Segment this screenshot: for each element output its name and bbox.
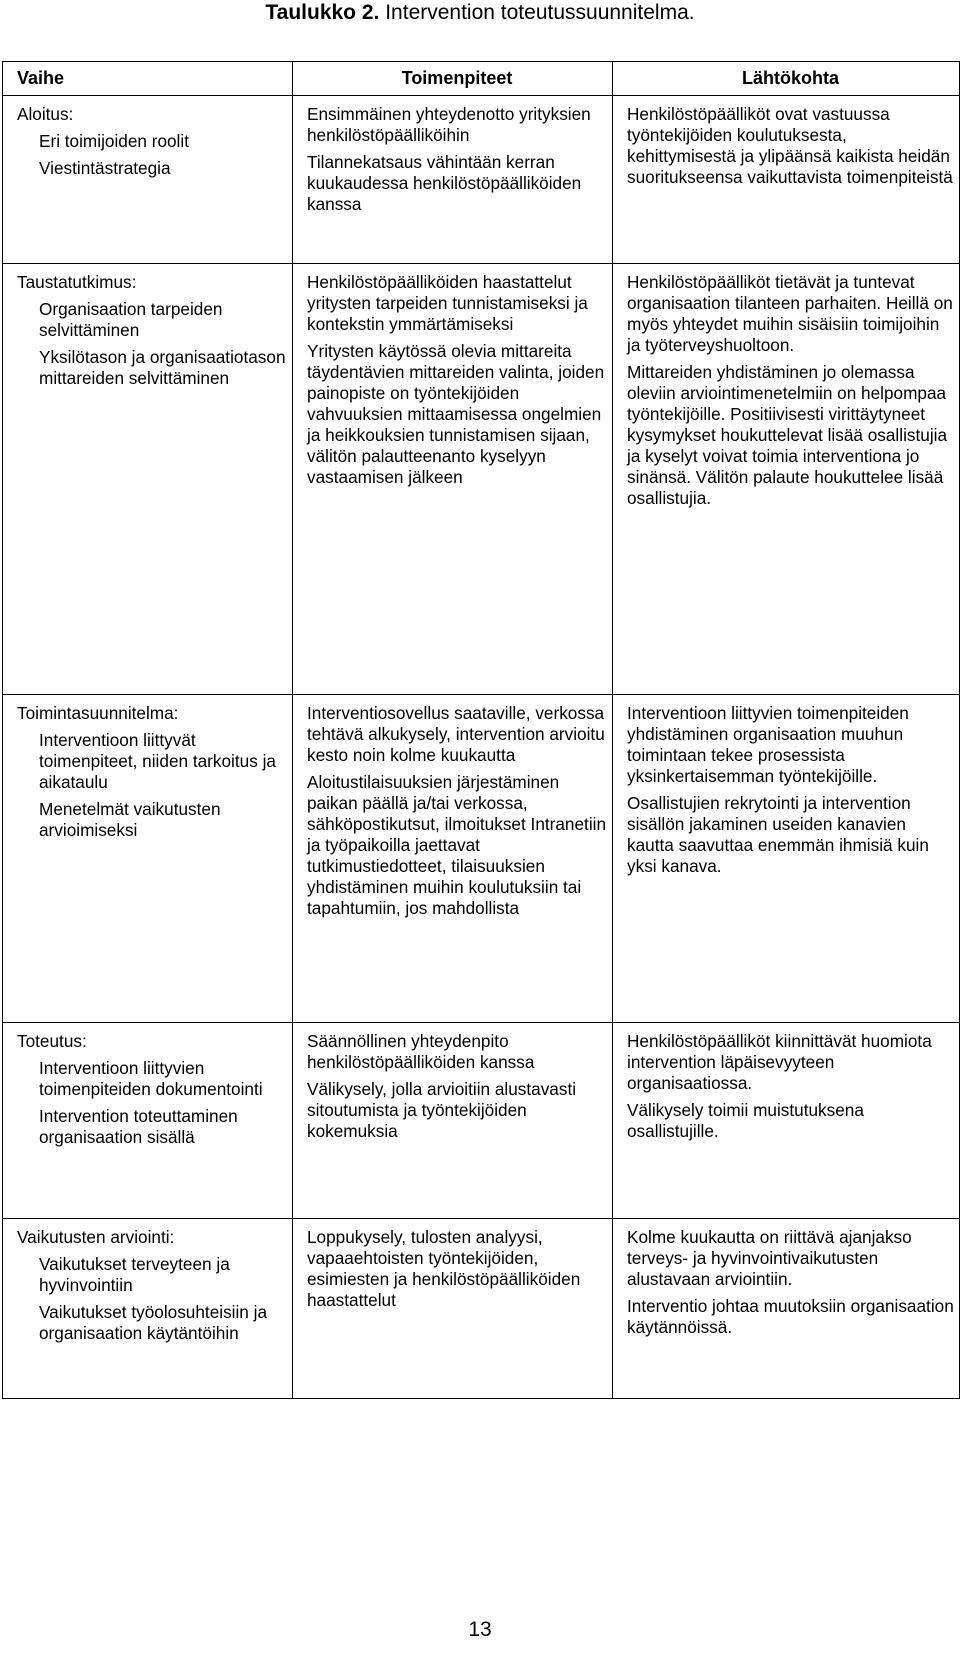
actions-cell	[293, 1023, 613, 1219]
action-text: Aloitustilaisuuksien järjestäminen paikan päällä ja/tai verkossa, sähköpostikutsut, ilmoitukset Intranetiin ja työpaikoilla jaettavat tutkimustiedotteet, tilaisuuksien yhdistäminen muihin koulutuksiin tai tapahtumiin, jos mahdollista	[307, 772, 607, 918]
actions-cell	[293, 695, 613, 1023]
phase-item: Interventioon liittyvät toimenpiteet, niiden tarkoitus ja aikataulu	[39, 730, 276, 792]
action-text: Säännöllinen yhteydenpito henkilöstöpäälliköiden kanssa	[307, 1031, 535, 1072]
table-caption	[0, 0, 960, 26]
phase-title: Vaikutusten arviointi:	[17, 1227, 175, 1247]
caption-text: Intervention toteutussuunnitelma.	[385, 1, 695, 24]
phase-item: Viestintästrategia	[39, 158, 171, 178]
phase-title: Toimintasuunnitelma:	[17, 703, 179, 723]
actions-cell	[293, 1219, 613, 1399]
phase-cell	[3, 695, 293, 1023]
phase-item: Organisaation tarpeiden selvittäminen	[39, 299, 223, 340]
intervention-plan-table	[2, 61, 960, 1399]
phase-cell	[3, 1219, 293, 1399]
phase-title: Toteutus:	[17, 1031, 87, 1051]
phase-cell	[3, 96, 293, 264]
basis-text: Henkilöstöpäälliköt kiinnittävät huomiota intervention läpäisevyyteen organisaatiossa.	[627, 1031, 932, 1093]
column-header-basis: Lähtökohta	[613, 62, 960, 96]
basis-text: Henkilöstöpäälliköt ovat vastuussa työntekijöiden koulutuksesta, kehittymisestä ja ylipäänsä kaikista heidän suoritukseensa vaikuttavista toimenpiteistä	[627, 104, 953, 187]
action-text: Tilannekatsaus vähintään kerran kuukaudessa henkilöstöpäälliköiden kanssa	[307, 152, 582, 214]
table-header-row	[3, 62, 960, 96]
table-row	[3, 1219, 960, 1399]
actions-cell	[293, 96, 613, 264]
action-text: Välikysely, jolla arvioitiin alustavasti sitoutumista ja työntekijöiden kokemuksia	[307, 1079, 577, 1141]
phase-title: Taustatutkimus:	[17, 272, 137, 292]
action-text: Ensimmäinen yhteydenotto yrityksien henkilöstöpäälliköihin	[307, 104, 591, 145]
table-row	[3, 695, 960, 1023]
action-text: Yritysten käytössä olevia mittareita täydentävien mittareiden valinta, joiden painopiste on työntekijöiden vahvuuksien mittaamisessa ongelmien ja heikkouksien tunnistamisen sijaan, välitön palautteenanto kyselyyn vastaamisen jälkeen	[307, 341, 605, 487]
phase-item: Vaikutukset työolosuhteisiin ja organisaation käytäntöihin	[39, 1302, 268, 1343]
basis-cell	[613, 96, 960, 264]
basis-text: Interventio johtaa muutoksiin organisaation käytännöissä.	[627, 1296, 954, 1337]
phase-item: Eri toimijoiden roolit	[39, 131, 189, 151]
phase-cell	[3, 1023, 293, 1219]
basis-cell	[613, 264, 960, 695]
basis-text: Osallistujien rekrytointi ja intervention sisällön jakaminen useiden kanavien kautta saavuttaa enemmän ihmisiä kuin yksi kanava.	[627, 793, 929, 876]
phase-item: Menetelmät vaikutusten arvioimiseksi	[39, 799, 221, 840]
table-row	[3, 96, 960, 264]
phase-item: Intervention toteuttaminen organisaation sisällä	[39, 1106, 238, 1147]
caption-label: Taulukko 2.	[265, 1, 380, 24]
basis-text: Henkilöstöpäälliköt tietävät ja tuntevat organisaation tilanteen parhaiten. Heillä on myös yhteydet muihin sisäisiin toimijoihin ja työterveyshuoltoon.	[627, 272, 953, 355]
basis-text: Välikysely toimii muistutuksena osallistujille.	[627, 1100, 864, 1141]
table-row	[3, 1023, 960, 1219]
column-header-phase: Vaihe	[3, 62, 293, 96]
table-row	[3, 264, 960, 695]
basis-cell	[613, 1219, 960, 1399]
basis-cell	[613, 695, 960, 1023]
phase-item: Vaikutukset terveyteen ja hyvinvointiin	[39, 1254, 230, 1295]
action-text: Henkilöstöpäälliköiden haastattelut yritysten tarpeiden tunnistamiseksi ja kontekstin ymmärtämiseksi	[307, 272, 588, 334]
basis-cell	[613, 1023, 960, 1219]
phase-item: Interventioon liittyvien toimenpiteiden dokumentointi	[39, 1058, 263, 1099]
action-text: Loppukysely, tulosten analyysi, vapaaehtoisten työntekijöiden, esimiesten ja henkilöstöpäälliköiden haastattelut	[307, 1227, 581, 1310]
actions-cell	[293, 264, 613, 695]
phase-title: Aloitus:	[17, 104, 74, 124]
action-text: Interventiosovellus saataville, verkossa tehtävä alkukysely, intervention arvioitu kesto noin kolme kuukautta	[307, 703, 605, 765]
phase-cell	[3, 264, 293, 695]
page-number: 13	[468, 1618, 492, 1641]
basis-text: Interventioon liittyvien toimenpiteiden yhdistäminen organisaation muuhun toimintaan tekee prosessista yksinkertaisemman työntekijöille.	[627, 703, 909, 786]
basis-text: Kolme kuukautta on riittävä ajanjakso terveys- ja hyvinvointivaikutusten alustavaan arviointiin.	[627, 1227, 912, 1289]
column-header-actions: Toimenpiteet	[293, 62, 613, 96]
basis-text: Mittareiden yhdistäminen jo olemassa oleviin arviointimenetelmiin on helpompaa työntekijöille. Positiivisesti virittäytyneet kysymykset houkuttelevat lisää osallistujia ja kyselyt voivat toimia interventiona jo sinänsä. Välitön palaute houkuttelee lisää osallistujia.	[627, 362, 948, 508]
phase-item: Yksilötason ja organisaatiotason mittareiden selvittäminen	[39, 347, 286, 388]
